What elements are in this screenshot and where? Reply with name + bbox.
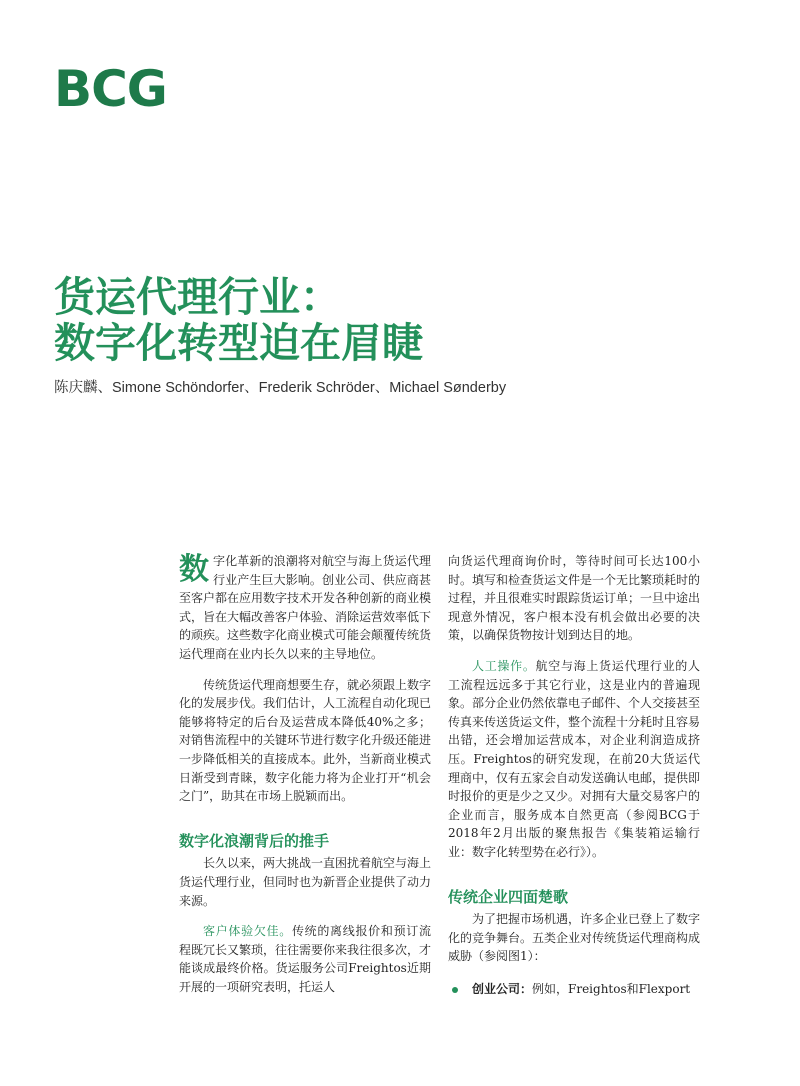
- title-line-2: 数字化转型迫在眉睫: [54, 319, 423, 367]
- section-heading-drivers: 数字化浪潮背后的推手: [179, 831, 330, 850]
- continued-paragraph: 向货运代理商询价时，等待时间可长达100小时。填写和检查货运文件是一个无比繁琐耗时的过程，并且很难实时跟踪货运订单；一旦中途出现意外情况，客户根本没有机会做出必要的决策，以确保货物按计划到达目的地。: [448, 554, 701, 643]
- customer-experience-text: 传统的离线报价和预订流程既冗长又繁琐，往往需要你来我往很多次，才能谈成最终价格。货运服务公司Freightos近期开展的一项研究表明，托运人: [179, 924, 432, 994]
- bullet-text: 例如，Freightos和Flexport: [532, 981, 691, 996]
- bullet-dot-icon: [452, 987, 458, 993]
- section1-paragraph: 长久以来，两大挑战一直困扰着航空与海上货运代理行业，但同时也为新晋企业提供了动力来源。: [179, 856, 432, 908]
- bullet-label: 创业公司：: [472, 981, 533, 996]
- list-item: [448, 980, 700, 999]
- paragraph-2: 传统货运代理商想要生存，就必须跟上数字化的发展步伐。我们估计，人工流程自动化现已能够将特定的后台及运营成本降低40%之多；对销售流程中的关键环节进行数字化升级还能进一步降低相关的直接成本。此外，当新商业模式日渐受到青睐，数字化能力将为企业打开“机会之门”，助其在市场上脱颖而出。: [179, 677, 432, 804]
- page-title: [54, 274, 423, 366]
- bcg-logo: BCG: [54, 60, 167, 118]
- section2-paragraph: 为了把握市场机遇，许多企业已登上了数字化的竞争舞台。五类企业对传统货运代理商构成威胁（参阅图1）：: [448, 912, 701, 964]
- customer-experience-paragraph: [179, 922, 431, 996]
- right-column: [448, 552, 700, 998]
- section-heading-incumbents: 传统企业四面楚歌: [448, 887, 569, 906]
- manual-operation-label: 人工操作。: [472, 658, 536, 673]
- manual-operation-text: 航空与海上货运代理行业的人工流程远远多于其它行业，这是业内的普遍现象。部分企业仍然依靠电子邮件、个人交接甚至传真来传送货运文件，整个流程十分耗时且容易出错，还会增加运营成本，对企业利润造成挤压。Freightos的研究发现，在前20大货运代理商中，仅有五家会自动发送确认电邮，提供即时报价的更是少之又少。对拥有大量交易客户的企业而言，服务成本自然更高（参阅BCG于2018年2月出版的聚焦报告《集装箱运输行业：数字化转型势在必行》）。: [448, 658, 701, 859]
- customer-experience-label: 客户体验欠佳。: [203, 924, 292, 939]
- intro-paragraph: [179, 552, 431, 664]
- left-column: [179, 552, 431, 1008]
- title-line-1: 货运代理行业：: [54, 273, 341, 321]
- drop-cap: 数: [179, 552, 209, 587]
- intro-text: 字化革新的浪潮将对航空与海上货运代理行业产生巨大影响。创业公司、供应商甚至客户都在应用数字技术开发各种创新的商业模式，旨在大幅改善客户体验、消除运营效率低下的顽疾。这些数字化商业模式可能会颠覆传统货运代理商在业内长久以来的主导地位。: [179, 554, 432, 661]
- author-list: 陈庆麟、Simone Schöndorfer、Frederik Schröder、Michael Sønderby: [54, 380, 507, 396]
- manual-operation-paragraph: [448, 657, 700, 862]
